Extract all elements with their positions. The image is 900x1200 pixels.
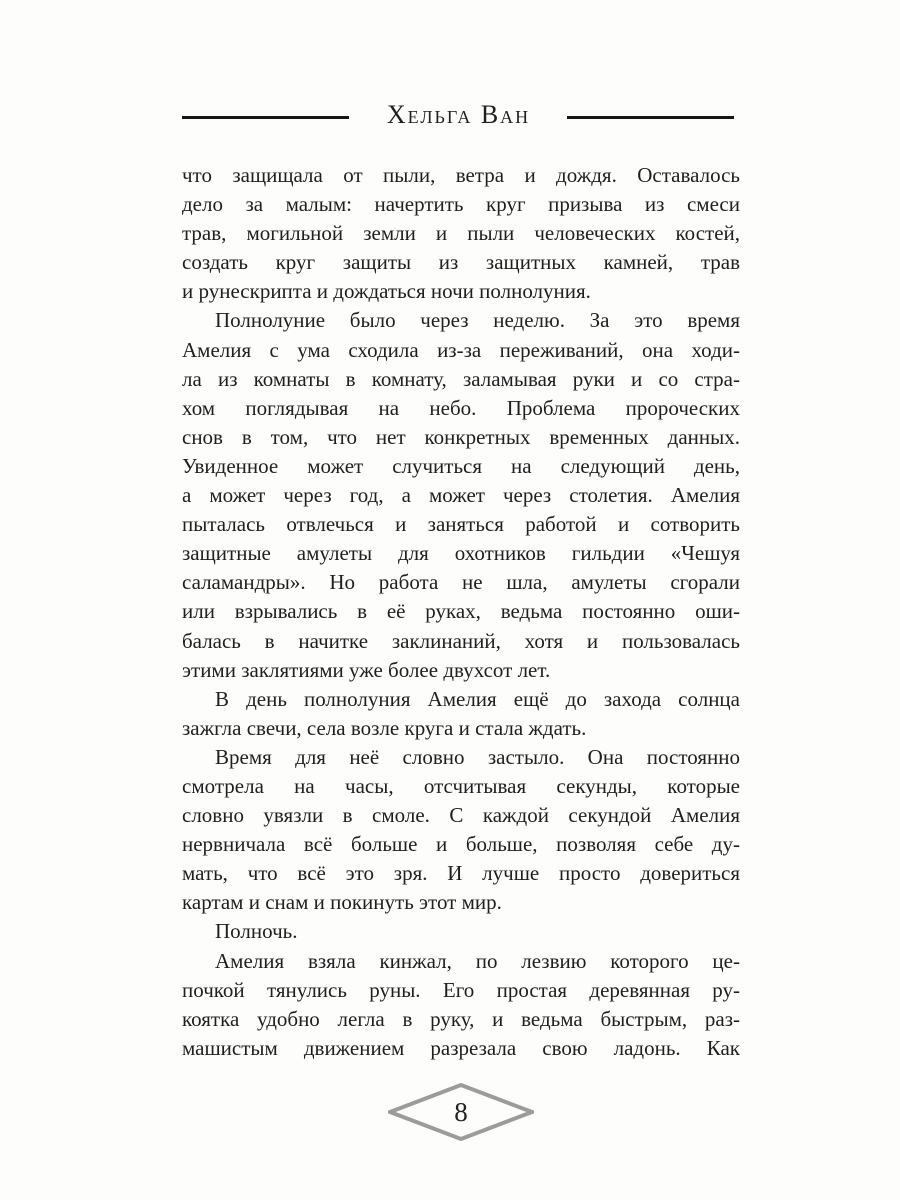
text-line: мать, что всё это зря. И лучше просто довериться xyxy=(182,861,740,886)
header-rule-left xyxy=(182,116,349,119)
text-line: хом поглядывая на небо. Проблема пророческих xyxy=(182,395,740,420)
text-line: зажгла свечи, села возле круга и стала ждать. xyxy=(182,715,587,740)
text-line: нервничала всё больше и больше, позволяя себе ду- xyxy=(182,832,740,857)
body-text xyxy=(182,161,740,1063)
text-line: словно увязли в смоле. С каждой секундой Амелия xyxy=(182,803,740,828)
text-line: почкой тянулись руны. Его простая деревянная ру- xyxy=(182,977,740,1002)
text-line: а может через год, а может через столетия. Амелия xyxy=(182,483,740,508)
text-line: ла из комнаты в комнату, заламывая руки и со стра- xyxy=(182,366,740,391)
folio-ornament xyxy=(388,1083,534,1141)
text-line: защитные амулеты для охотников гильдии «Чешуя xyxy=(182,541,740,566)
page-footer xyxy=(182,1083,740,1141)
text-line: коятка удобно легла в руку, и ведьма быстрым, раз- xyxy=(182,1006,740,1031)
paragraph xyxy=(182,917,740,946)
text-line: Время для неё словно застыло. Она постоянно xyxy=(215,744,740,769)
page-header xyxy=(182,99,734,135)
text-line: Амелия с ума сходила из-за переживаний, она ходи- xyxy=(182,337,740,362)
text-line: и рунескрипта и дождаться ночи полнолуния. xyxy=(182,279,591,304)
header-rule-right xyxy=(567,116,734,119)
text-line: Увиденное может случиться на следующий день, xyxy=(182,453,740,478)
text-line: или взрывались в её руках, ведьма постоянно оши- xyxy=(182,599,740,624)
text-line: Полночь. xyxy=(215,919,298,944)
text-line: дело за малым: начертить круг призыва из смеси xyxy=(182,192,740,217)
paragraph xyxy=(182,685,740,743)
text-line: В день полнолуния Амелия ещё до захода солнца xyxy=(215,686,740,711)
text-line: снов в том, что нет конкретных временных данных. xyxy=(182,424,740,449)
text-line: создать круг защиты из защитных камней, трав xyxy=(182,250,740,275)
paragraph xyxy=(182,306,740,684)
page-number: 8 xyxy=(454,1096,468,1127)
text-line: машистым движением разрезала свою ладонь. Как xyxy=(182,1035,740,1060)
text-line: саламандры». Но работа не шла, амулеты сгорали xyxy=(182,570,740,595)
text-line: Амелия взяла кинжал, по лезвию которого це- xyxy=(215,948,740,973)
text-line: балась в начитке заклинаний, хотя и пользовалась xyxy=(182,628,740,653)
text-line: что защищала от пыли, ветра и дождя. Оставалось xyxy=(182,163,740,187)
text-line: картам и снам и покинуть этот мир. xyxy=(182,890,502,915)
paragraph xyxy=(182,947,740,1063)
paragraph xyxy=(182,161,740,306)
author-running-title: Хельга Ван xyxy=(386,100,531,129)
text-line: смотрела на часы, отсчитывая секунды, которые xyxy=(182,773,740,798)
text-line: трав, могильной земли и пыли человеческих костей, xyxy=(182,221,740,246)
text-line: Полнолуние было через неделю. За это время xyxy=(215,308,740,333)
text-line: этими заклятиями уже более двухсот лет. xyxy=(182,657,551,682)
text-line: пыталась отвлечься и заняться работой и сотворить xyxy=(182,512,740,537)
paragraph xyxy=(182,743,740,918)
